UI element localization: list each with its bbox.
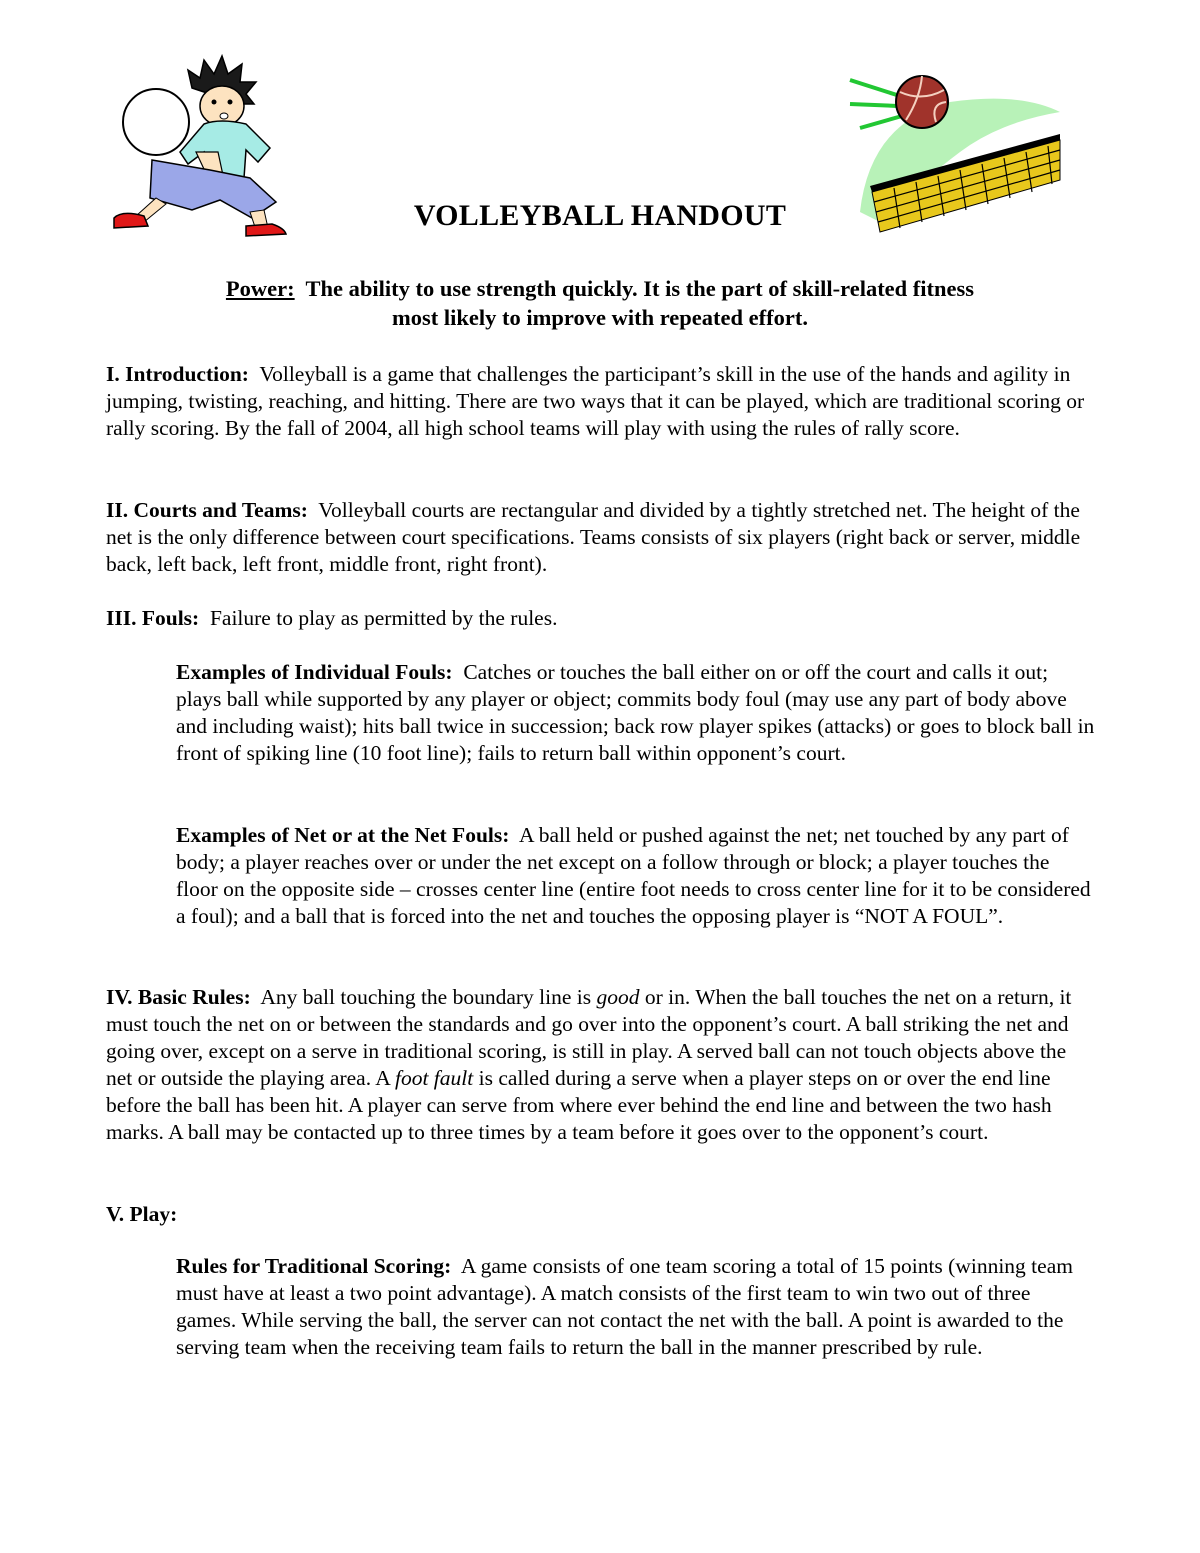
basic-rules-heading: IV. Basic Rules:: [106, 985, 251, 1009]
section-introduction: [106, 361, 1096, 442]
fouls-body: Failure to play as permitted by the rules.: [209, 606, 558, 630]
traditional-scoring-body: A game consists of one team scoring a total of 15 points (winning team must have at least a two point advantage). A match consists of the first team to win two out of three games. While serving the ball, the server can not contact the net with the ball. A point is awarded to the serving team when the receiving team fails to return the ball in the manner prescribed by rule.: [176, 1254, 1073, 1360]
page-title: VOLLEYBALL HANDOUT: [413, 199, 787, 232]
power-definition: [180, 274, 1020, 332]
section-basic-rules: [106, 984, 1096, 1147]
individual-fouls-body: Catches or touches the ball either on or off the court and calls it out; plays ball while supported by any player or object; commits body foul (may use any part of body above and including waist); hits ball twice in succession; back row player spikes (attacks) or goes to block ball in front of spiking line (10 foot line); fails to return ball within opponent’s court.: [176, 660, 1095, 766]
play-heading: V. Play:: [106, 1202, 178, 1226]
net-fouls: [176, 822, 1096, 930]
net-fouls-body: A ball held or pushed against the net; net touched by any part of body; a player reaches over or under the net except on a follow through or block; a player touches the floor on the opposite side – crosses center line (entire foot needs to cross center line for it to be considered a foul); and a ball that is forced into the net and touches the opposing player is “NOT A FOUL”.: [176, 823, 1091, 929]
courts-body: Volleyball courts are rectangular and divided by a tightly stretched net. The height of the net is the only difference between court specifications. Teams consists of six players (right back or server, middle back, left back, left front, middle front, right front).: [106, 498, 1081, 577]
basic-rules-body-2: or in. When the ball touches the net on a return, it must touch the net on or between the standards and go over into the opponent’s court. A ball striking the net and going over, except on a serve in traditional scoring, is still in play. A served ball can not touch objects above the net or outside the playing area. A: [106, 985, 1072, 1091]
net-fouls-heading: Examples of Net or at the Net Fouls:: [176, 823, 510, 847]
section-fouls: [106, 605, 1096, 632]
power-label: Power:: [225, 276, 295, 301]
fouls-heading: III. Fouls:: [106, 606, 200, 630]
foot-fault-term: foot fault: [394, 1066, 474, 1091]
section-courts-teams: [106, 497, 1096, 578]
basic-rules-body-3: is called during a serve when a player steps on or over the end line before the ball has been hit. A player can serve from where ever behind the end line and between the two hash marks. A ball may be contacted up to three times by a team before it goes over to the opponent’s court.: [106, 1066, 1052, 1145]
basic-rules-body-1: Any ball touching the boundary line is: [260, 985, 592, 1009]
introduction-heading: I. Introduction:: [106, 362, 249, 386]
power-text-line1: The ability to use strength quickly. It is the part of skill-related fitness: [305, 276, 975, 301]
introduction-body: Volleyball is a game that challenges the participant’s skill in the use of the hands and agility in jumping, twisting, reaching, and hitting. There are two ways that it can be played, which are traditional scoring or rally scoring. By the fall of 2004, all high school teams will play with using the rules of rally score.: [106, 362, 1085, 441]
traditional-scoring-rules: [176, 1253, 1096, 1361]
courts-heading: II. Courts and Teams:: [106, 498, 308, 522]
individual-fouls-heading: Examples of Individual Fouls:: [176, 660, 453, 684]
good-term: good: [596, 985, 640, 1009]
power-text-line2: most likely to improve with repeated effort.: [392, 305, 808, 330]
traditional-scoring-heading: Rules for Traditional Scoring:: [176, 1254, 452, 1278]
individual-fouls: [176, 659, 1096, 767]
section-play: [106, 1201, 1096, 1228]
